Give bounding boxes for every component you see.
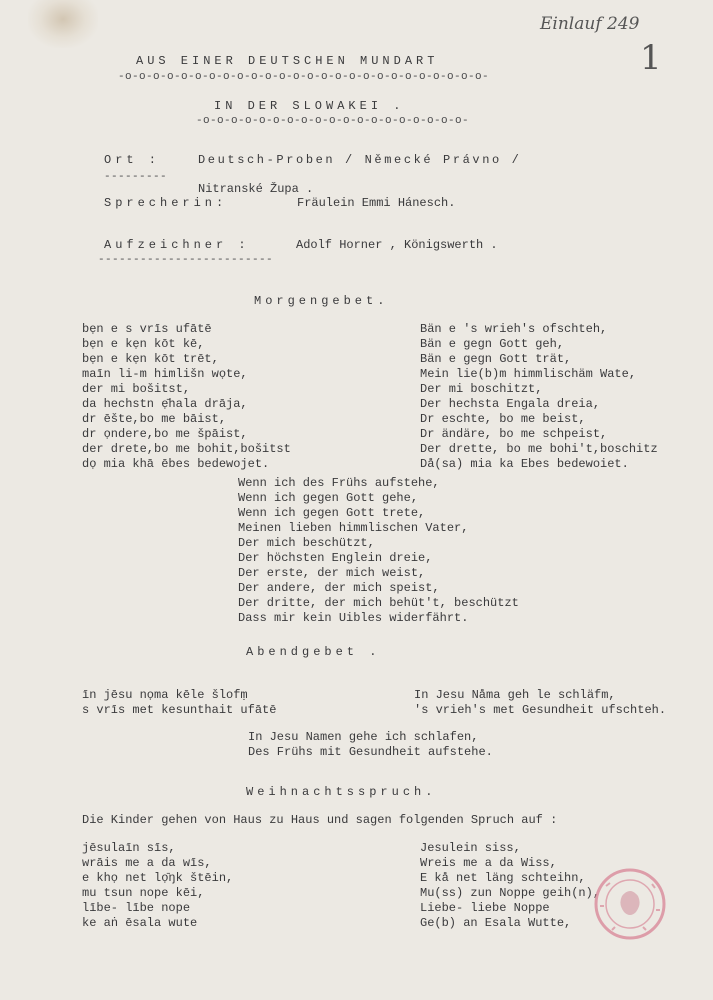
dialect-line: Wreis me a da Wiss, [420,856,557,870]
ort-value: Deutsch-Proben / Německé Právno / [198,153,522,167]
ort-label: Ort : [104,153,161,167]
dialect-line: Bän e gegn Gott trät, [420,352,572,366]
phonetic-line: s vrīs met kesunthait ufātē [82,703,277,717]
phonetic-line: der drete,bo me bohit,bošitst [82,442,291,456]
title-line-1: AUS EINER DEUTSCHEN MUNDART [136,54,439,68]
handwritten-note: Einlauf 249 [540,14,640,34]
title-rule-1: -o-o-o-o-o-o-o-o-o-o-o-o-o-o-o-o-o-o-o-o-o-o-o-o-o-o- [118,71,490,83]
standard-line: Des Frühs mit Gesundheit aufstehe. [248,745,493,759]
standard-line: Der erste, der mich weist, [238,566,426,580]
phonetic-line: da hechstn ẹ̄hala drāja, [82,397,248,411]
dialect-line: Dr eschte, bo me beist, [420,412,586,426]
phonetic-line: bẹn e kẹn kōt trēt, [82,352,219,366]
phonetic-line: jēsulaīn sīs, [82,841,176,855]
dialect-line: Der hechsta Engala dreia, [420,397,601,411]
phonetic-line: maīn li-m himlišn wọte, [82,367,248,381]
standard-line: Der höchsten Englein dreie, [238,551,433,565]
heading-weihnachtsspruch: Weihnachtsspruch. [246,785,437,799]
phonetic-line: mu tsun nope kēi, [82,886,205,900]
dialect-line: In Jesu Nåma geh le schläfm, [414,688,616,702]
standard-line: Der mich beschützt, [238,536,375,550]
stain-mark [28,0,98,48]
dialect-line: Jesulein siss, [420,841,521,855]
phonetic-line: dr ọndere,bo me špāist, [82,427,248,441]
standard-line: Wenn ich gegen Gott trete, [238,506,426,520]
standard-line: In Jesu Namen gehe ich schlafen, [248,730,479,744]
speaker-value: Fräulein Emmi Hánesch. [297,196,456,210]
library-stamp [592,866,668,942]
title-rule-2: -o-o-o-o-o-o-o-o-o-o-o-o-o-o-o-o-o-o-o- [196,115,470,127]
dialect-line: Der drette, bo me bohi't,boschitz [420,442,658,456]
phonetic-line: ke aṅ ēsala wute [82,916,198,930]
standard-line: Der andere, der mich speist, [238,581,440,595]
dialect-line: Dr ändäre, bo me schpeist, [420,427,608,441]
standard-line: Meinen lieben himmlischen Vater, [238,521,469,535]
heading-morgengebet: Morgengebet. [254,294,389,308]
standard-line: Dass mir kein Uibles widerfährt. [238,611,469,625]
title-line-2: IN DER SLOWAKEI . [214,99,405,113]
standard-line: Wenn ich des Frühs aufstehe, [238,476,440,490]
phonetic-line: īn jēsu nọma kēle šlofṃ [82,688,248,702]
phonetic-line: e khọ net lọ̄ŋk štēin, [82,871,234,885]
page-number: 1 [640,38,662,78]
phonetic-line: dọ mia khā ēbes bedewojet. [82,457,270,471]
dialect-line: Bän e 's wrieh's ofschteh, [420,322,608,336]
dialect-line: Ge(b) an Esala Wutte, [420,916,572,930]
dialect-line: Liebe- liebe Noppe [420,901,550,915]
recorder-rule: ------------------------- [98,254,274,266]
heading-abendgebet: Abendgebet . [246,645,381,659]
dialect-line: Bän e gegn Gott geh, [420,337,565,351]
recorder-label: Aufzeichner : [104,238,250,252]
weihnacht-intro: Die Kinder gehen von Haus zu Haus und sagen folgenden Spruch auf : [82,813,558,827]
standard-line: Der dritte, der mich behüt't, beschützt [238,596,519,610]
dialect-line: Mu(ss) zun Noppe geih(n), [420,886,601,900]
ort-value-2: Nitranské Župa . [198,182,314,196]
phonetic-line: dr ēšte,bo me bāist, [82,412,227,426]
dialect-line: 's vrieh's met Gesundheit ufschteh. [414,703,667,717]
dialect-line: Mein lie(b)m himmlischäm Wate, [420,367,637,381]
phonetic-line: wrāis me a da wīs, [82,856,212,870]
phonetic-line: der mi bošitst, [82,382,191,396]
standard-line: Wenn ich gegen Gott gehe, [238,491,419,505]
ort-rule: --------- [104,171,168,183]
speaker-label: Sprecherin: [104,196,228,210]
dialect-line: Der mi boschitzt, [420,382,543,396]
dialect-line: Då(sa) mia ka Ebes bedewoiet. [420,457,629,471]
phonetic-line: bẹn e s vrīs ufātē [82,322,212,336]
phonetic-line: bẹn e kẹn kōt kē, [82,337,205,351]
recorder-value: Adolf Horner , Königswerth . [296,238,498,252]
phonetic-line: lībe- lībe nope [82,901,191,915]
dialect-line: E kå net läng schteihn, [420,871,586,885]
